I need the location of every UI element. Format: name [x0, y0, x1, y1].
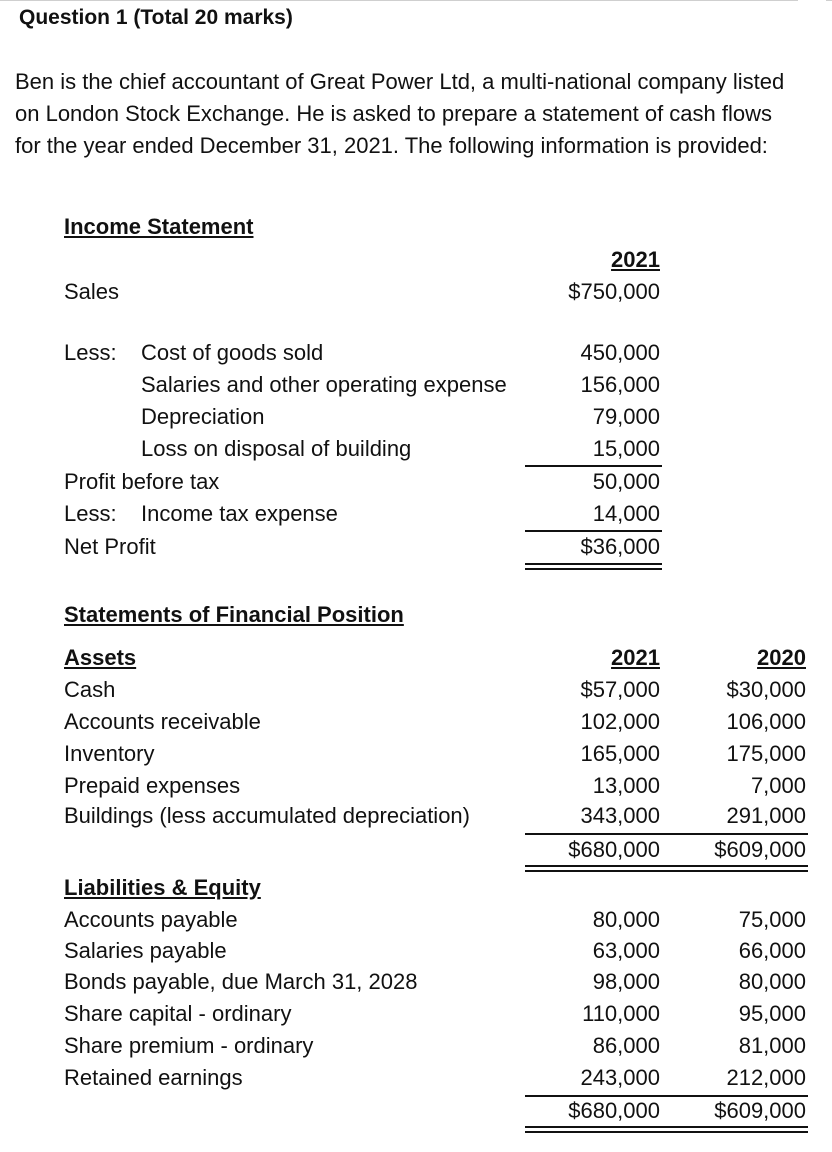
- assets-heading: Assets: [64, 645, 137, 670]
- net-profit-value: $36,000: [580, 534, 660, 559]
- liability-label: Share premium - ordinary: [64, 1033, 314, 1058]
- asset-label: Buildings (less accumulated depreciation): [64, 803, 470, 828]
- asset-value-2021: 102,000: [580, 709, 660, 734]
- liability-value-2020: 81,000: [738, 1033, 806, 1058]
- intro-line-3: for the year ended December 31, 2021. The following information is provided:: [15, 133, 768, 158]
- liability-label: Accounts payable: [64, 907, 238, 932]
- liability-value-2020: 212,000: [726, 1065, 806, 1090]
- liability-value-2021: 98,000: [592, 969, 660, 994]
- expense-value: 156,000: [580, 372, 660, 397]
- expense-label: Salaries and other operating expense: [141, 372, 507, 397]
- expense-value: 450,000: [580, 340, 660, 365]
- asset-label: Cash: [64, 677, 116, 702]
- le-total-rule-top: [525, 1126, 808, 1128]
- sofp-heading: Statements of Financial Position: [64, 602, 404, 627]
- expense-label: Depreciation: [141, 404, 265, 429]
- income-statement-heading: Income Statement: [64, 214, 254, 239]
- asset-value-2020: 291,000: [726, 803, 806, 828]
- liabilities-equity-heading: Liabilities & Equity: [64, 875, 261, 900]
- assets-total-rule-bottom: [525, 870, 808, 872]
- le-total-rule-bottom: [525, 1131, 808, 1133]
- liability-label: Retained earnings: [64, 1065, 243, 1090]
- asset-value-2020: 175,000: [726, 741, 806, 766]
- le-subtotal-rule: [525, 1095, 808, 1097]
- subtotal-rule: [525, 530, 662, 532]
- top-border-right: [826, 0, 832, 1]
- intro-line-2: on London Stock Exchange. He is asked to prepare a statement of cash flows: [15, 101, 773, 126]
- liability-value-2021: 86,000: [592, 1033, 660, 1058]
- liability-label: Bonds payable, due March 31, 2028: [64, 969, 418, 994]
- liability-value-2020: 75,000: [738, 907, 806, 932]
- liability-value-2020: 80,000: [738, 969, 806, 994]
- asset-value-2020: 106,000: [726, 709, 806, 734]
- intro-line-1: Ben is the chief accountant of Great Power Ltd, a multi-national company listed: [15, 69, 785, 94]
- tax-value: 14,000: [592, 501, 660, 526]
- sofp-year-2020: 2020: [757, 645, 806, 670]
- asset-value-2021: $57,000: [580, 677, 660, 702]
- expense-value: 79,000: [592, 404, 660, 429]
- less-label: Less:: [64, 340, 117, 365]
- sales-label: Sales: [64, 279, 120, 304]
- assets-total-rule-top: [525, 865, 808, 867]
- tax-less-label: Less:: [64, 501, 117, 526]
- expense-label: Loss on disposal of building: [141, 436, 412, 461]
- is-year-2021: 2021: [611, 247, 660, 272]
- total-rule-bottom: [525, 568, 662, 570]
- asset-value-2021: 165,000: [580, 741, 660, 766]
- pbt-value: 50,000: [592, 469, 660, 494]
- liability-label: Salaries payable: [64, 938, 227, 963]
- assets-total-2020: $609,000: [714, 837, 806, 862]
- asset-value-2021: 343,000: [580, 803, 660, 828]
- liability-value-2020: 66,000: [738, 938, 806, 963]
- liability-value-2021: 80,000: [592, 907, 660, 932]
- top-border: [0, 0, 798, 1]
- intro-paragraph: [15, 66, 820, 162]
- liability-value-2021: 63,000: [592, 938, 660, 963]
- le-total-2021: $680,000: [568, 1098, 660, 1123]
- asset-value-2020: $30,000: [726, 677, 806, 702]
- sofp-year-2021: 2021: [611, 645, 660, 670]
- subtotal-rule: [525, 465, 662, 467]
- le-total-2020: $609,000: [714, 1098, 806, 1123]
- net-profit-label: Net Profit: [64, 534, 156, 559]
- total-rule-top: [525, 563, 662, 565]
- expense-label: Cost of goods sold: [141, 340, 324, 365]
- asset-value-2020: 7,000: [750, 773, 806, 798]
- liability-value-2021: 110,000: [582, 1001, 660, 1026]
- liability-value-2021: 243,000: [580, 1065, 660, 1090]
- liability-value-2020: 95,000: [738, 1001, 806, 1026]
- asset-label: Prepaid expenses: [64, 773, 241, 798]
- assets-total-2021: $680,000: [568, 837, 660, 862]
- assets-subtotal-rule: [525, 833, 808, 835]
- asset-label: Accounts receivable: [64, 709, 261, 734]
- asset-label: Inventory: [64, 741, 155, 766]
- question-title: Question 1 (Total 20 marks): [19, 6, 293, 29]
- pbt-label: Profit before tax: [64, 469, 220, 494]
- tax-label: Income tax expense: [141, 501, 338, 526]
- asset-value-2021: 13,000: [592, 773, 660, 798]
- liability-label: Share capital - ordinary: [64, 1001, 292, 1026]
- sales-value: $750,000: [568, 279, 660, 304]
- expense-value: 15,000: [592, 436, 660, 461]
